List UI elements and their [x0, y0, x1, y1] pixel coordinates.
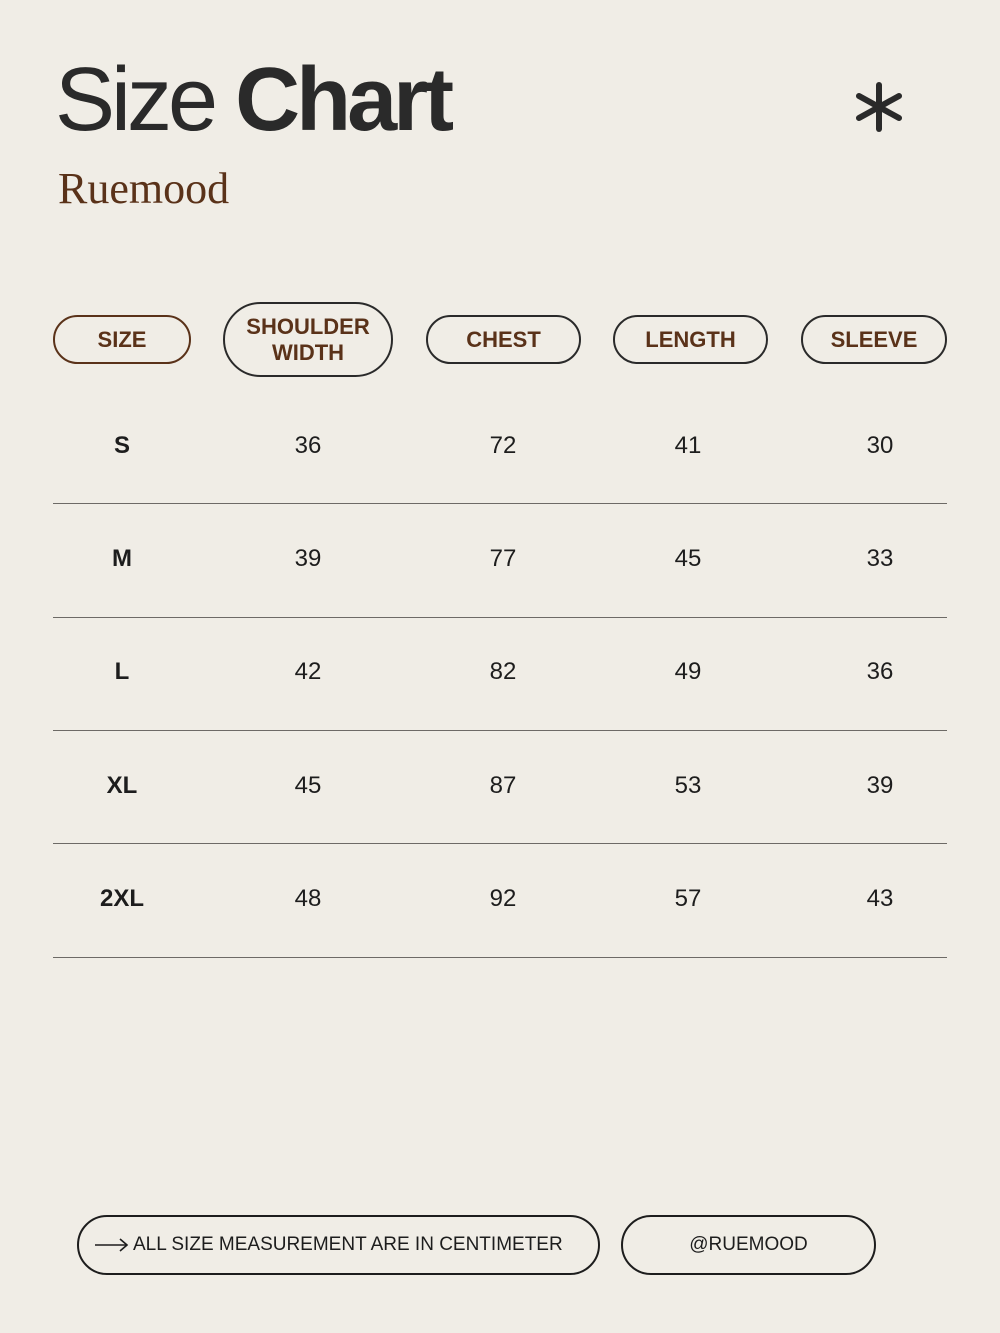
table-cell-chest: 77 [489, 545, 517, 572]
table-cell-shoulder: 48 [294, 885, 322, 912]
table-cell-sleeve: 39 [866, 772, 894, 799]
row-divider [53, 843, 947, 844]
table-cell-length: 57 [674, 885, 702, 912]
table-cell-sleeve: 30 [866, 432, 894, 459]
measurement-note [77, 1215, 600, 1275]
column-header-shoulder-width [223, 302, 393, 377]
asterisk-icon [854, 82, 904, 132]
row-divider [53, 730, 947, 731]
table-cell-size: S [113, 432, 130, 459]
table-cell-chest: 87 [489, 772, 517, 799]
table-cell-size: M [112, 545, 132, 572]
table-cell-chest: 92 [489, 885, 517, 912]
column-header-label: LENGTH [645, 326, 736, 352]
table-cell-size: XL [106, 772, 138, 799]
column-header-length [613, 315, 768, 364]
column-header-sleeve [801, 315, 947, 364]
table-cell-sleeve: 33 [866, 545, 894, 572]
column-header-label: SIZE [97, 326, 147, 352]
brand-name: Ruemood [58, 164, 230, 213]
column-header-label: CHEST [466, 326, 541, 352]
table-cell-length: 41 [674, 432, 702, 459]
table-cell-length: 49 [674, 658, 702, 685]
column-header-chest [426, 315, 581, 364]
arrow-right-icon [95, 1238, 129, 1252]
title-bold: Chart [235, 50, 451, 150]
column-header-label: SHOULDER WIDTH [246, 313, 370, 365]
social-handle [621, 1215, 876, 1275]
table-cell-length: 53 [674, 772, 702, 799]
measurement-note-text: ALL SIZE MEASUREMENT ARE IN CENTIMETER [133, 1234, 563, 1255]
row-divider [53, 617, 947, 618]
table-cell-shoulder: 42 [294, 658, 322, 685]
row-divider [53, 503, 947, 504]
table-cell-shoulder: 45 [294, 772, 322, 799]
page-title [55, 50, 450, 150]
title-light: Size [55, 50, 215, 150]
social-handle-text: @RUEMOOD [689, 1234, 808, 1255]
table-cell-sleeve: 43 [866, 885, 894, 912]
table-cell-size: L [114, 658, 130, 685]
table-cell-size: 2XL [99, 885, 144, 912]
table-cell-length: 45 [674, 545, 702, 572]
table-cell-shoulder: 36 [294, 432, 322, 459]
table-cell-chest: 72 [489, 432, 517, 459]
table-cell-shoulder: 39 [294, 545, 322, 572]
table-cell-sleeve: 36 [866, 658, 894, 685]
table-cell-chest: 82 [489, 658, 517, 685]
row-divider [53, 957, 947, 958]
column-header-size [53, 315, 191, 364]
column-header-label: SLEEVE [830, 326, 918, 352]
